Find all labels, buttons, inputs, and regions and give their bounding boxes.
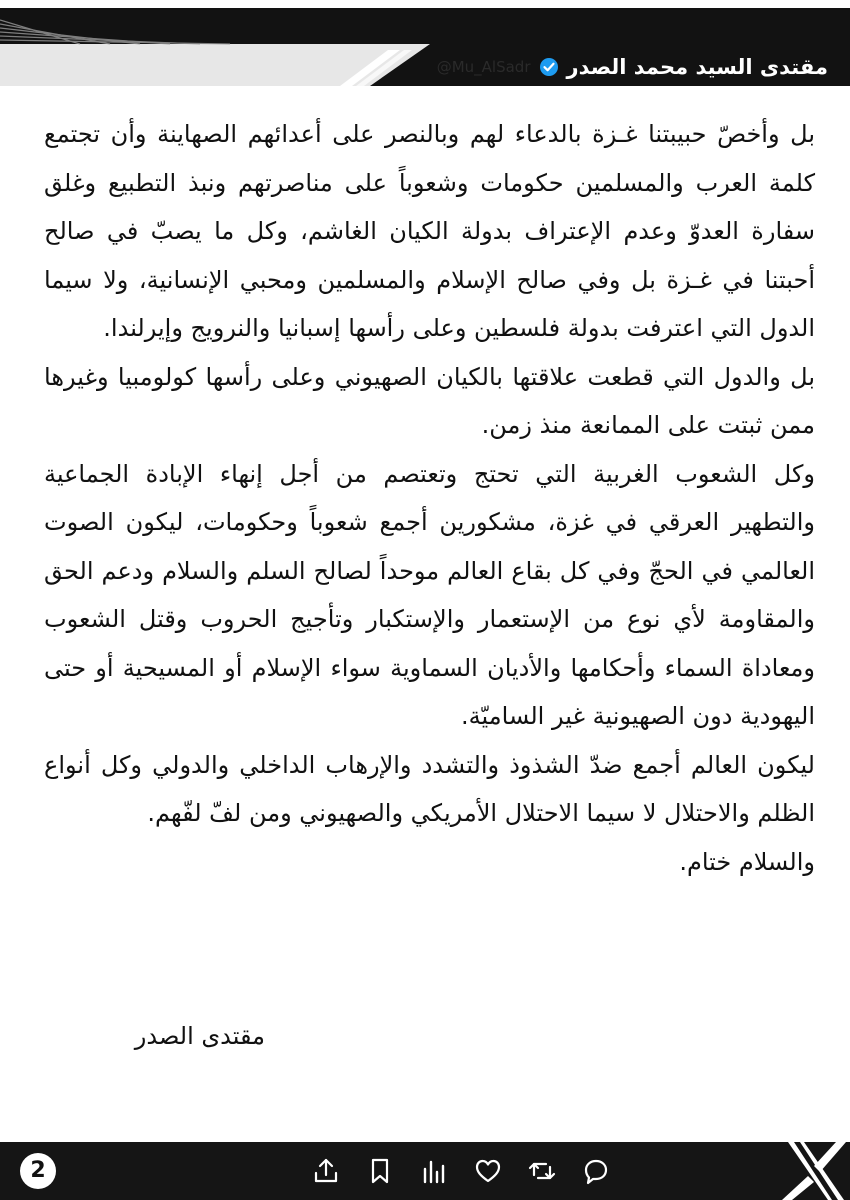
- views-icon[interactable]: [418, 1156, 450, 1186]
- post-header: [0, 0, 850, 86]
- letter-body: [44, 110, 815, 886]
- x-logo: [780, 1142, 850, 1200]
- letter-paragraph: والسلام ختام.: [679, 847, 815, 876]
- repost-icon[interactable]: [526, 1156, 558, 1186]
- page-number-badge: 2: [20, 1153, 56, 1189]
- letter-paragraph: وكل الشعوب الغربية التي تحتج وتعتصم من أجل إنهاء الإبادة الجماعية والتطهير العرقي في غزة، مشكورين أجمع شعوباً وحكومات، ليكون الصوت العالمي في الحجّ وفي كل بقاع العالم موحداً لصالح السلم والسلام ودعم الحق والمقاومة لأي نوع من الإستعمار والإستكبار وتأجيج الحروب وقتل الشعوب ومعاداة السماء وأحكامها والأديان السماوية سواء الإسلام أو المسيحية أو حتى اليهودية دون الصهيونية غير الساميّة.: [44, 459, 815, 730]
- like-icon[interactable]: [472, 1156, 504, 1186]
- bookmark-icon[interactable]: [364, 1156, 396, 1186]
- post-action-bar: [310, 1156, 612, 1186]
- letter-signature: مقتدى الصدر: [134, 1022, 265, 1050]
- letter-paragraph: ليكون العالم أجمع ضدّ الشذوذ والتشدد والإرهاب الداخلي والدولي وكل أنواع الظلم والاحتلال لا سيما الاحتلال الأمريكي والصهيوني ومن لفّ لفّهم.: [44, 750, 815, 827]
- letter-paragraph: بل وأخصّ حبيبتنا غـزة بالدعاء لهم وبالنصر على أعدائهم الصهاينة وأن تجتمع كلمة العرب والمسلمين حكومات وشعوباً على مناصرتهم ونبذ التطبيع وغلق سفارة العدوّ وعدم الإعتراف بدولة الكيان الغاشم، وكل ما يصبّ في صالح أحبتنا في غـزة بل وفي صالح الإسلام والمسلمين ومحبي الإنسانية، ولا سيما الدول التي اعترفت بدولة فلسطين وعلى رأسها إسبانيا والنرويج وإيرلندا.: [44, 120, 815, 342]
- author-row[interactable]: [437, 52, 828, 82]
- author-handle[interactable]: @Mu_AlSadr: [436, 58, 531, 76]
- share-icon[interactable]: [310, 1156, 342, 1186]
- reply-icon[interactable]: [580, 1156, 612, 1186]
- verified-badge-icon: [539, 57, 559, 77]
- letter-paragraph: بل والدول التي قطعت علاقتها بالكيان الصهيوني وعلى رأسها كولومبيا وغيرها ممن ثبتت على الممانعة منذ زمن.: [44, 362, 815, 439]
- post-footer: [0, 1142, 850, 1200]
- author-display-name: مقتدى السيد محمد الصدر: [566, 55, 828, 79]
